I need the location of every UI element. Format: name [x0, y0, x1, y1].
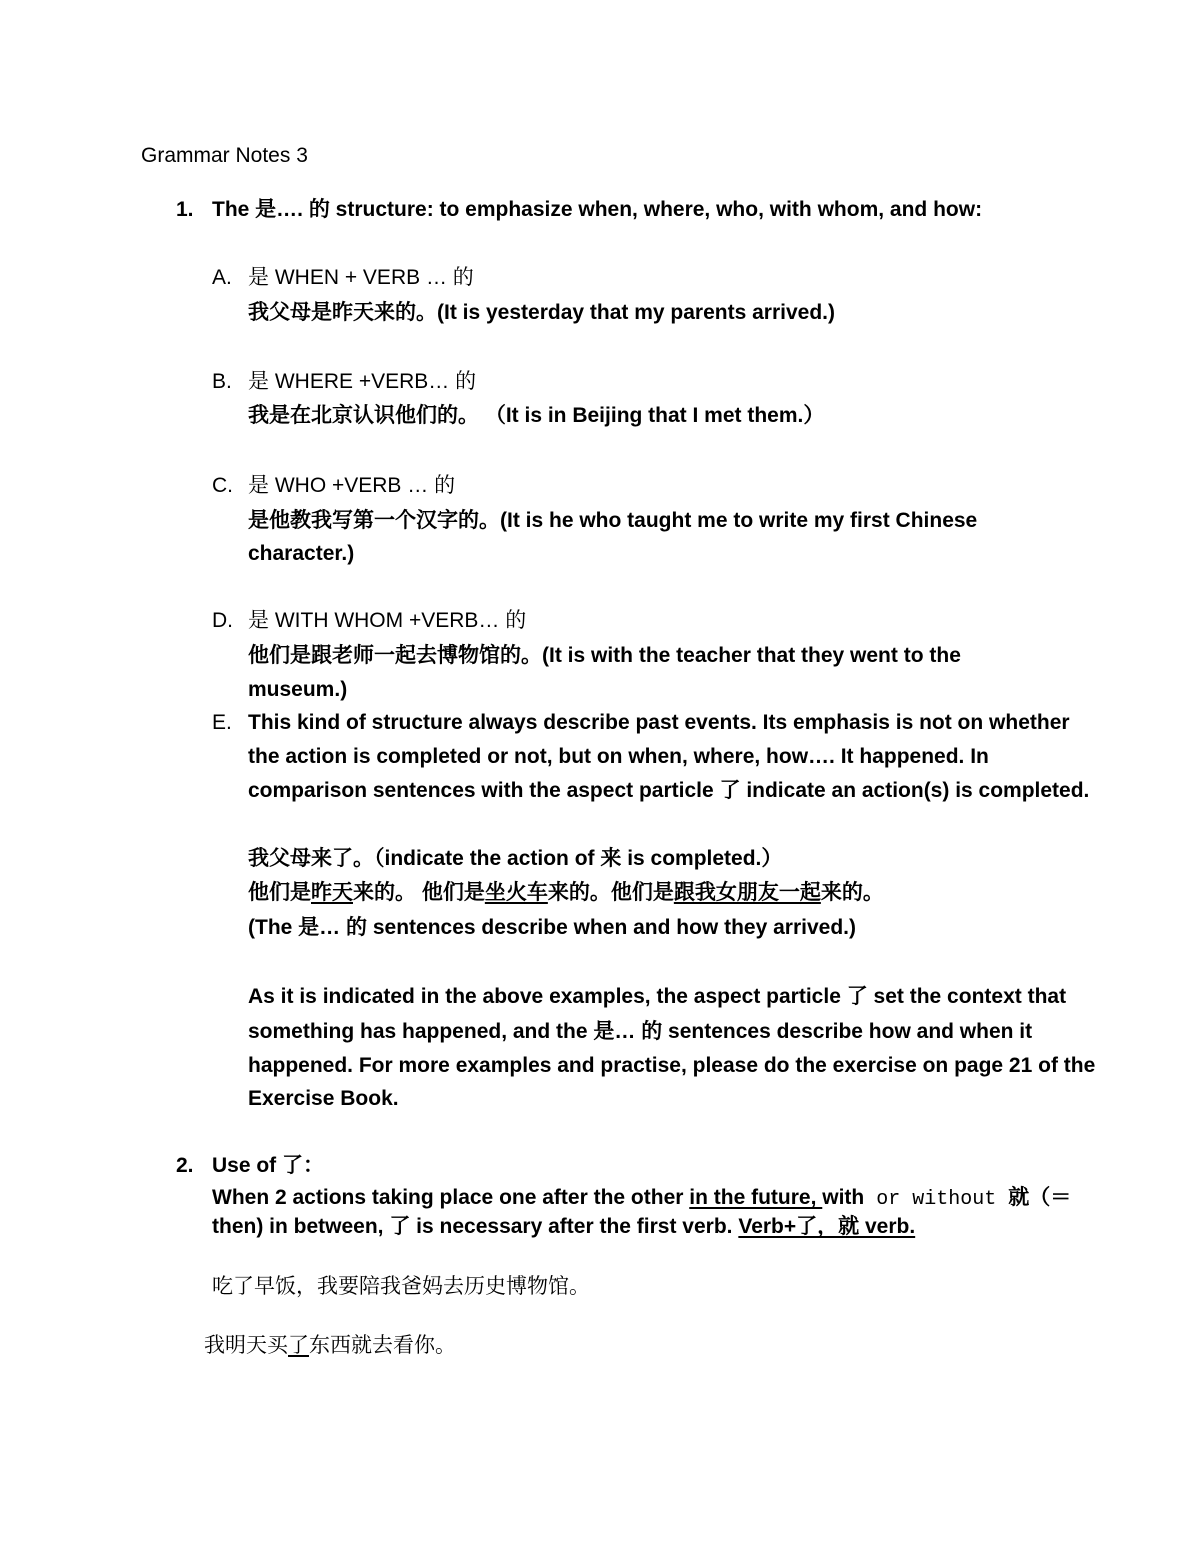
rule-line: then) in between, 了 is necessary after the first verb. Verb+了，就 verb. [212, 1215, 916, 1238]
explanation-line: This kind of structure always describe past events. Its emphasis is not on whether [248, 711, 1070, 734]
explanation-line: the action is completed or not, but on when, where, how…. It happened. In [248, 745, 989, 768]
section-number: 2. [176, 1154, 194, 1177]
item-letter: A. [212, 266, 232, 289]
item-letter: E. [212, 711, 232, 734]
underlined-time: 昨天 [311, 881, 353, 904]
explanation-line: happened. For more examples and practise, please do the exercise on page 21 of the [248, 1054, 1096, 1077]
underlined-manner: 坐火车 [484, 881, 548, 904]
item-pattern: 是 WHO +VERB … 的 [248, 474, 456, 497]
page-title: Grammar Notes 3 [141, 144, 308, 167]
example-sentence: 我父母是昨天来的。(It is yesterday that my parents arrived.) [248, 301, 835, 324]
example-sentence-underlined: 他们是昨天来的。 他们是坐火车来的。他们是跟我女朋友一起来的。 [248, 881, 884, 904]
rule-line: When 2 actions taking place one after the other in the future, with or without 就（＝ [212, 1186, 1072, 1211]
item-letter: D. [212, 609, 233, 632]
explanation-line: comparison sentences with the aspect particle 了 indicate an action(s) is completed. [248, 779, 1090, 802]
example-sentence: 我明天买了东西就去看你。 [204, 1334, 456, 1357]
underlined-le: 了 [288, 1334, 309, 1357]
example-sentence-cont: character.) [248, 542, 355, 565]
explanation-line: As it is indicated in the above examples, the aspect particle 了 set the context that [248, 985, 1067, 1008]
item-letter: B. [212, 370, 232, 393]
example-note: (The 是… 的 sentences describe when and how they arrived.) [248, 916, 856, 939]
example-sentence: 我父母来了。（indicate the action of 来 is completed.） [248, 847, 783, 870]
underlined-pattern: Verb+了，就 verb. [738, 1215, 916, 1238]
item-letter: C. [212, 474, 233, 497]
section-number: 1. [176, 198, 194, 221]
explanation-line: something has happened, and the 是… 的 sentences describe how and when it [248, 1020, 1033, 1043]
example-sentence: 是他教我写第一个汉字的。(It is he who taught me to write my first Chinese [248, 509, 978, 532]
example-sentence: 吃了早饭，我要陪我爸妈去历史博物馆。 [212, 1275, 590, 1298]
item-pattern: 是 WHEN + VERB … 的 [248, 266, 474, 289]
section-heading: The 是…. 的 structure: to emphasize when, where, who, with whom, and how: [212, 198, 983, 221]
example-sentence: 我是在北京认识他们的。 （It is in Beijing that I met them.） [248, 404, 825, 427]
item-pattern: 是 WITH WHOM +VERB… 的 [248, 609, 527, 632]
section-heading: Use of 了： [212, 1154, 325, 1177]
item-pattern: 是 WHERE +VERB… 的 [248, 370, 477, 393]
underlined-company: 跟我女朋友一起 [673, 881, 821, 904]
explanation-line: Exercise Book. [248, 1087, 399, 1110]
underlined-future: in the future, [689, 1186, 823, 1209]
example-sentence-cont: museum.) [248, 678, 348, 701]
example-sentence: 他们是跟老师一起去博物馆的。(It is with the teacher that they went to the [248, 644, 961, 667]
